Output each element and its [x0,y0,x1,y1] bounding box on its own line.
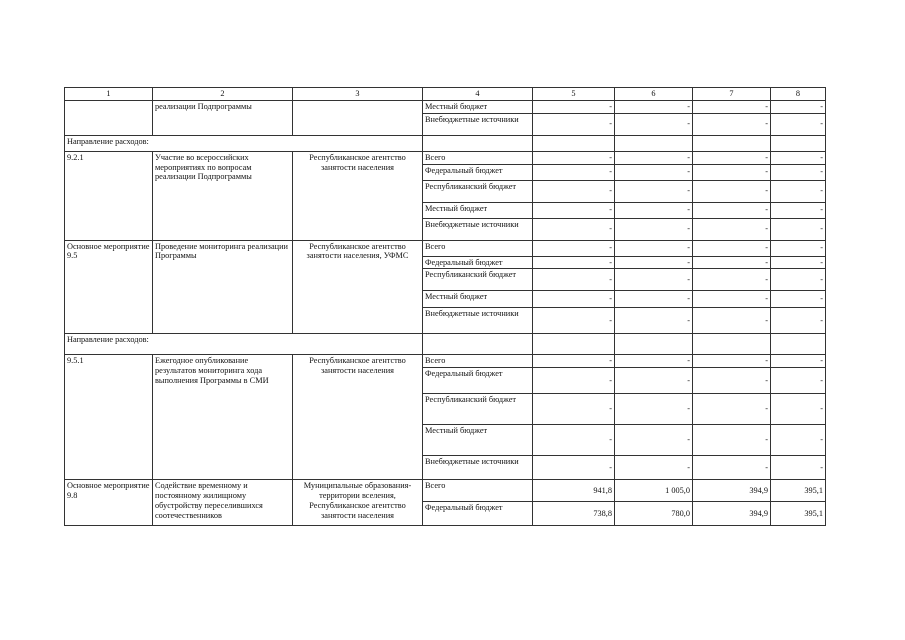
value-cell: - [533,394,615,425]
empty-cell [615,334,693,355]
value-cell: - [615,291,693,308]
budget-table [64,87,826,526]
value-cell: - [693,394,771,425]
value-cell: - [615,240,693,256]
value-cell: - [693,256,771,269]
header-cell: 8 [771,88,826,101]
value-cell: - [771,308,826,334]
row-executor: Республиканское агентство занятости населения, УФМС [293,240,423,334]
value-cell: - [615,164,693,180]
section-label: Направление расходов: [65,135,423,151]
empty-cell [693,135,771,151]
value-cell: - [533,425,615,456]
value-cell: - [693,164,771,180]
value-cell: 941,8 [533,480,615,502]
funding-source: Всего [423,355,533,368]
funding-source: Местный бюджет [423,425,533,456]
row-code: 9.5.1 [65,355,153,480]
value-cell: - [615,151,693,164]
funding-source: Местный бюджет [423,202,533,218]
funding-source: Федеральный бюджет [423,256,533,269]
row-code [65,101,153,136]
funding-source: Республиканский бюджет [423,394,533,425]
value-cell: - [693,151,771,164]
value-cell: - [771,164,826,180]
row-executor: Республиканское агентство занятости населения [293,151,423,240]
value-cell: - [771,113,826,135]
value-cell: - [615,269,693,291]
value-cell: 738,8 [533,502,615,526]
funding-source: Республиканский бюджет [423,269,533,291]
funding-source: Всего [423,240,533,256]
funding-source: Внебюджетные источники [423,456,533,480]
empty-cell [771,334,826,355]
value-cell: - [693,308,771,334]
value-cell: - [533,113,615,135]
header-cell: 2 [153,88,293,101]
funding-source: Внебюджетные источники [423,218,533,240]
value-cell: - [615,394,693,425]
value-cell: - [533,101,615,114]
value-cell: - [533,368,615,394]
value-cell: - [533,256,615,269]
value-cell: - [533,218,615,240]
value-cell: - [615,425,693,456]
value-cell: - [771,218,826,240]
value-cell: - [693,113,771,135]
row-code: 9.2.1 [65,151,153,240]
funding-source: Местный бюджет [423,291,533,308]
funding-source: Местный бюджет [423,101,533,114]
row-title: Ежегодное опубликование результатов мониторинга хода выполнения Программы в СМИ [153,355,293,480]
value-cell: - [771,355,826,368]
funding-source: Внебюджетные источники [423,308,533,334]
empty-cell [771,135,826,151]
value-cell: - [771,291,826,308]
header-cell: 7 [693,88,771,101]
row-executor: Муниципальные образования-территории вселения, Республиканское агентство занятости населения [293,480,423,526]
table-header-row [65,88,826,101]
value-cell: - [771,151,826,164]
empty-cell [693,334,771,355]
value-cell: - [533,240,615,256]
row-title: Содействие временному и постоянному жилищному обустройству переселившихся соотечественников [153,480,293,526]
value-cell: - [615,202,693,218]
table-row [65,480,826,502]
section-row [65,135,826,151]
value-cell: - [615,113,693,135]
empty-cell [423,135,533,151]
value-cell: - [693,291,771,308]
value-cell: 394,9 [693,502,771,526]
value-cell: - [533,291,615,308]
value-cell: - [615,180,693,202]
header-cell: 3 [293,88,423,101]
value-cell: - [533,308,615,334]
value-cell: - [771,425,826,456]
value-cell: - [771,180,826,202]
value-cell: - [771,394,826,425]
value-cell: 1 005,0 [615,480,693,502]
value-cell: - [615,218,693,240]
value-cell: - [615,368,693,394]
table-row [65,101,826,114]
empty-cell [533,135,615,151]
value-cell: - [615,256,693,269]
value-cell: - [771,368,826,394]
funding-source: Федеральный бюджет [423,502,533,526]
value-cell: - [693,240,771,256]
row-title: Проведение мониторинга реализации Программы [153,240,293,334]
row-title: Участие во всероссийских мероприятиях по вопросам реализации Подпрограммы [153,151,293,240]
header-cell: 1 [65,88,153,101]
row-code: Основное мероприятие 9.5 [65,240,153,334]
funding-source: Всего [423,151,533,164]
header-cell: 5 [533,88,615,101]
value-cell: 780,0 [615,502,693,526]
value-cell: 395,1 [771,480,826,502]
value-cell: - [533,202,615,218]
value-cell: - [693,218,771,240]
funding-source: Республиканский бюджет [423,180,533,202]
value-cell: - [615,355,693,368]
row-title: реализации Подпрограммы [153,101,293,136]
value-cell: - [533,269,615,291]
header-cell: 4 [423,88,533,101]
section-row [65,334,826,355]
empty-cell [615,135,693,151]
value-cell: 394,9 [693,480,771,502]
value-cell: - [693,368,771,394]
table-row [65,151,826,164]
value-cell: - [533,151,615,164]
table-row [65,240,826,256]
value-cell: - [771,256,826,269]
section-label: Направление расходов: [65,334,423,355]
value-cell: - [771,240,826,256]
value-cell: - [771,202,826,218]
empty-cell [423,334,533,355]
value-cell: - [533,456,615,480]
header-cell: 6 [615,88,693,101]
value-cell: - [771,269,826,291]
value-cell: - [615,308,693,334]
value-cell: - [693,101,771,114]
value-cell: - [693,180,771,202]
row-code: Основное мероприятие 9.8 [65,480,153,526]
empty-cell [533,334,615,355]
value-cell: - [771,456,826,480]
value-cell: - [771,101,826,114]
value-cell: - [693,202,771,218]
value-cell: - [615,101,693,114]
table-row [65,355,826,368]
value-cell: - [533,180,615,202]
value-cell: - [615,456,693,480]
value-cell: - [533,164,615,180]
value-cell: - [533,355,615,368]
funding-source: Федеральный бюджет [423,368,533,394]
value-cell: - [693,425,771,456]
value-cell: 395,1 [771,502,826,526]
funding-source: Внебюджетные источники [423,113,533,135]
row-executor: Республиканское агентство занятости населения [293,355,423,480]
value-cell: - [693,456,771,480]
value-cell: - [693,269,771,291]
row-executor [293,101,423,136]
value-cell: - [693,355,771,368]
funding-source: Всего [423,480,533,502]
funding-source: Федеральный бюджет [423,164,533,180]
